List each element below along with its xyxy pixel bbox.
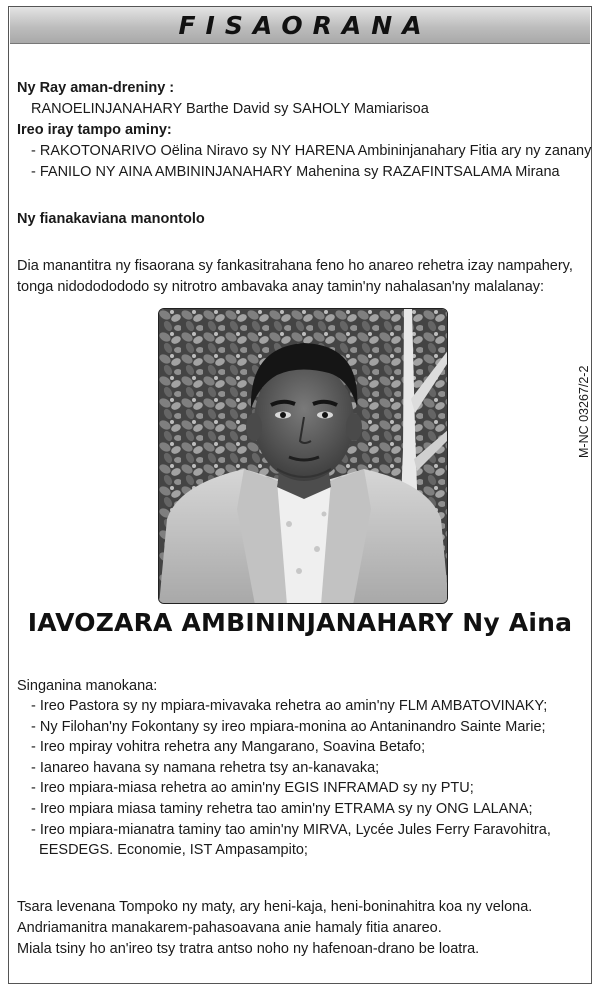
sibling-item: - FANILO NY AINA AMBININJANAHARY Mahenina sy RAZAFINTSALAMA Mirana <box>31 164 560 180</box>
intro-line: Dia manantitra ny fisaorana sy fankasitrahana feno ho anareo rehetra izay nampahery, <box>17 258 573 274</box>
list-item: - Ireo mpiara-miasa rehetra ao amin'ny EGIS INFRAMAD sy ny PTU; <box>31 780 474 797</box>
list-item: - Ireo Pastora sy ny mpiara-mivavaka rehetra ao amin'ny FLM AMBATOVINAKY; <box>31 698 548 714</box>
intro-line: tonga nidododododo sy nitrotro ambavaka anay tamin'ny nahalasan'ny malalanay: <box>17 279 545 295</box>
closing-line: Tsara levenana Tompoko ny maty, ary heni-kaja, heni-boninahitra koa ny velona. <box>17 899 533 915</box>
deceased-name: IAVOZARA AMBININJANAHARY Ny Aina <box>27 608 573 637</box>
closing-line: Andriamanitra manakarem-pahasoavana anie hamaly fitia anareo. <box>17 920 442 936</box>
parents-names: RANOELINJANAHARY Barthe David sy SAHOLY Mamiarisoa <box>31 101 429 117</box>
family-label: Ny fianakaviana manontolo <box>17 211 205 227</box>
list-item: - Ireo mpiray vohitra rehetra any Mangarano, Soavina Betafo; <box>31 739 426 756</box>
thanks-list <box>31 696 551 861</box>
reference-code: M-NC 03267/2-2 <box>577 365 591 458</box>
list-item: - Ianareo havana sy namana rehetra tsy an-kanavaka; <box>31 759 380 776</box>
notice-title: FISAORANA <box>178 10 432 40</box>
list-item: - Ny Filohan'ny Fokontany sy ireo mpiara-monina ao Antaninandro Sainte Marie; <box>31 718 546 735</box>
sibling-item: - RAKOTONARIVO Oëlina Niravo sy NY HARENA Ambininjanahary Fitia ary ny zanany <box>31 143 592 159</box>
list-item: EESDEGS. Economie, IST Ampasampito; <box>31 842 308 859</box>
list-item: - Ireo mpiara miasa taminy rehetra tao amin'ny ETRAMA sy ny ONG LALANA; <box>31 800 533 817</box>
list-item: - Ireo mpiara-mianatra taminy tao amin'ny MIRVA, Lycée Jules Ferry Faravohitra, <box>31 821 551 838</box>
closing-line: Miala tsiny ho an'ireo tsy tratra antso noho ny hafenoan-drano be loatra. <box>17 941 480 957</box>
siblings-label: Ireo iray tampo aminy: <box>17 122 172 138</box>
thanks-label: Singanina manokana: <box>17 678 158 694</box>
parents-label: Ny Ray aman-dreniny : <box>17 80 175 96</box>
header-banner <box>10 7 590 44</box>
portrait-photo <box>158 308 448 604</box>
